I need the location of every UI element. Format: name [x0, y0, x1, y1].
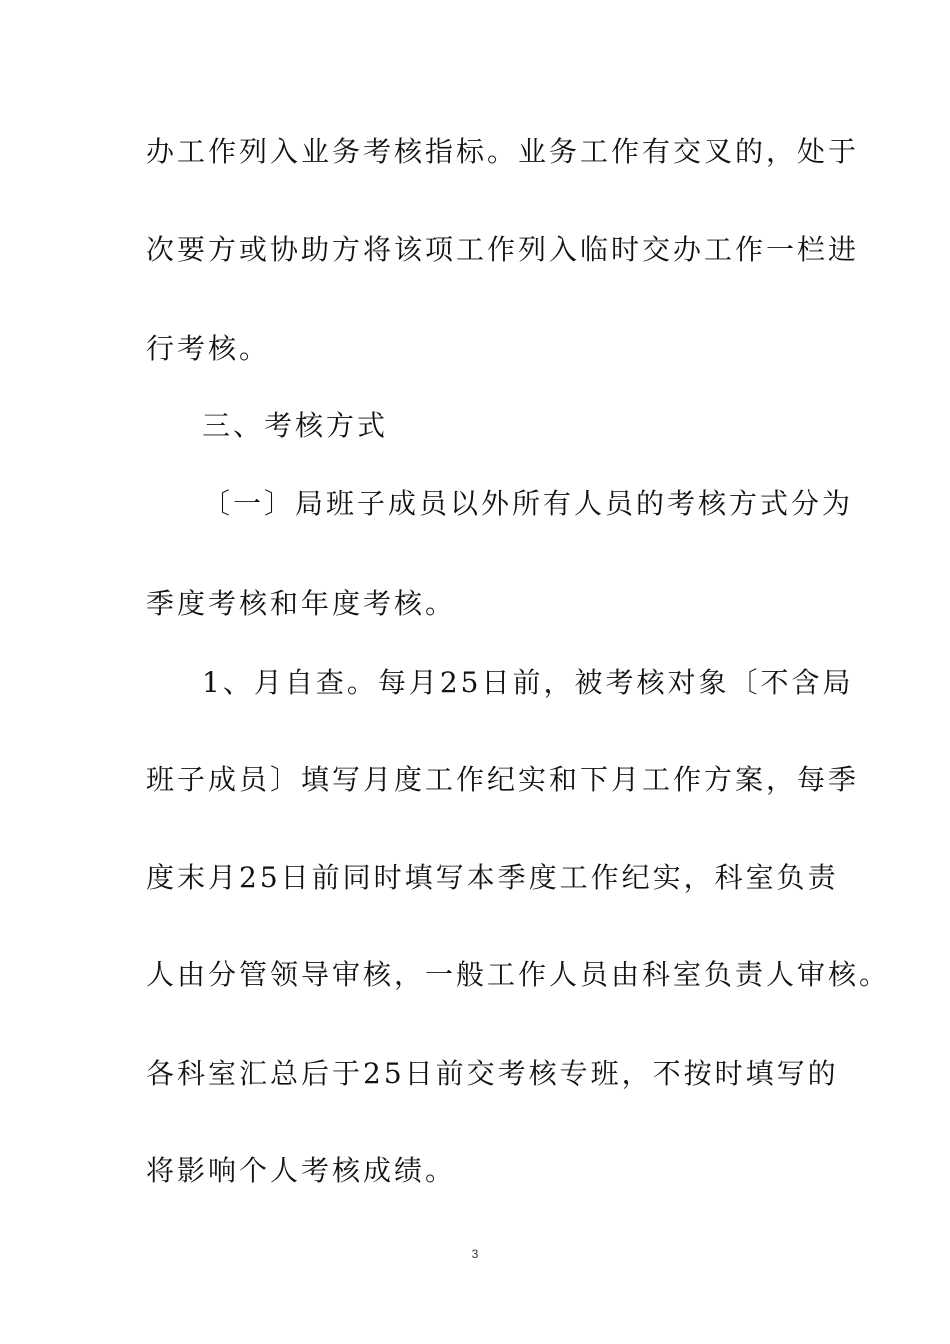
body-text-line: 各科室汇总后于25日前交考核专班，不按时填写的 — [146, 1057, 839, 1090]
item-text-line: 1、月自查。每月25日前，被考核对象〔不含局 — [202, 666, 854, 699]
body-text-line: 度末月25日前同时填写本季度工作纪实，科室负责 — [146, 861, 839, 894]
section-heading: 三、考核方式 — [202, 409, 389, 442]
subsection-heading-line: 〔一〕局班子成员以外所有人员的考核方式分为 — [202, 487, 854, 520]
body-text-line: 行考核。 — [146, 332, 271, 365]
body-text-line: 将影响个人考核成绩。 — [146, 1154, 457, 1187]
body-text-line: 人由分管领导审核，一般工作人员由科室负责人审核。 — [146, 958, 891, 991]
body-text-line: 办工作列入业务考核指标。业务工作有交叉的，处于 — [146, 135, 860, 168]
body-text-line: 班子成员〕填写月度工作纪实和下月工作方案，每季 — [146, 763, 860, 796]
body-text-line: 季度考核和年度考核。 — [146, 587, 457, 620]
page-number: 3 — [471, 1247, 479, 1261]
body-text-line: 次要方或协助方将该项工作列入临时交办工作一栏进 — [146, 233, 860, 266]
